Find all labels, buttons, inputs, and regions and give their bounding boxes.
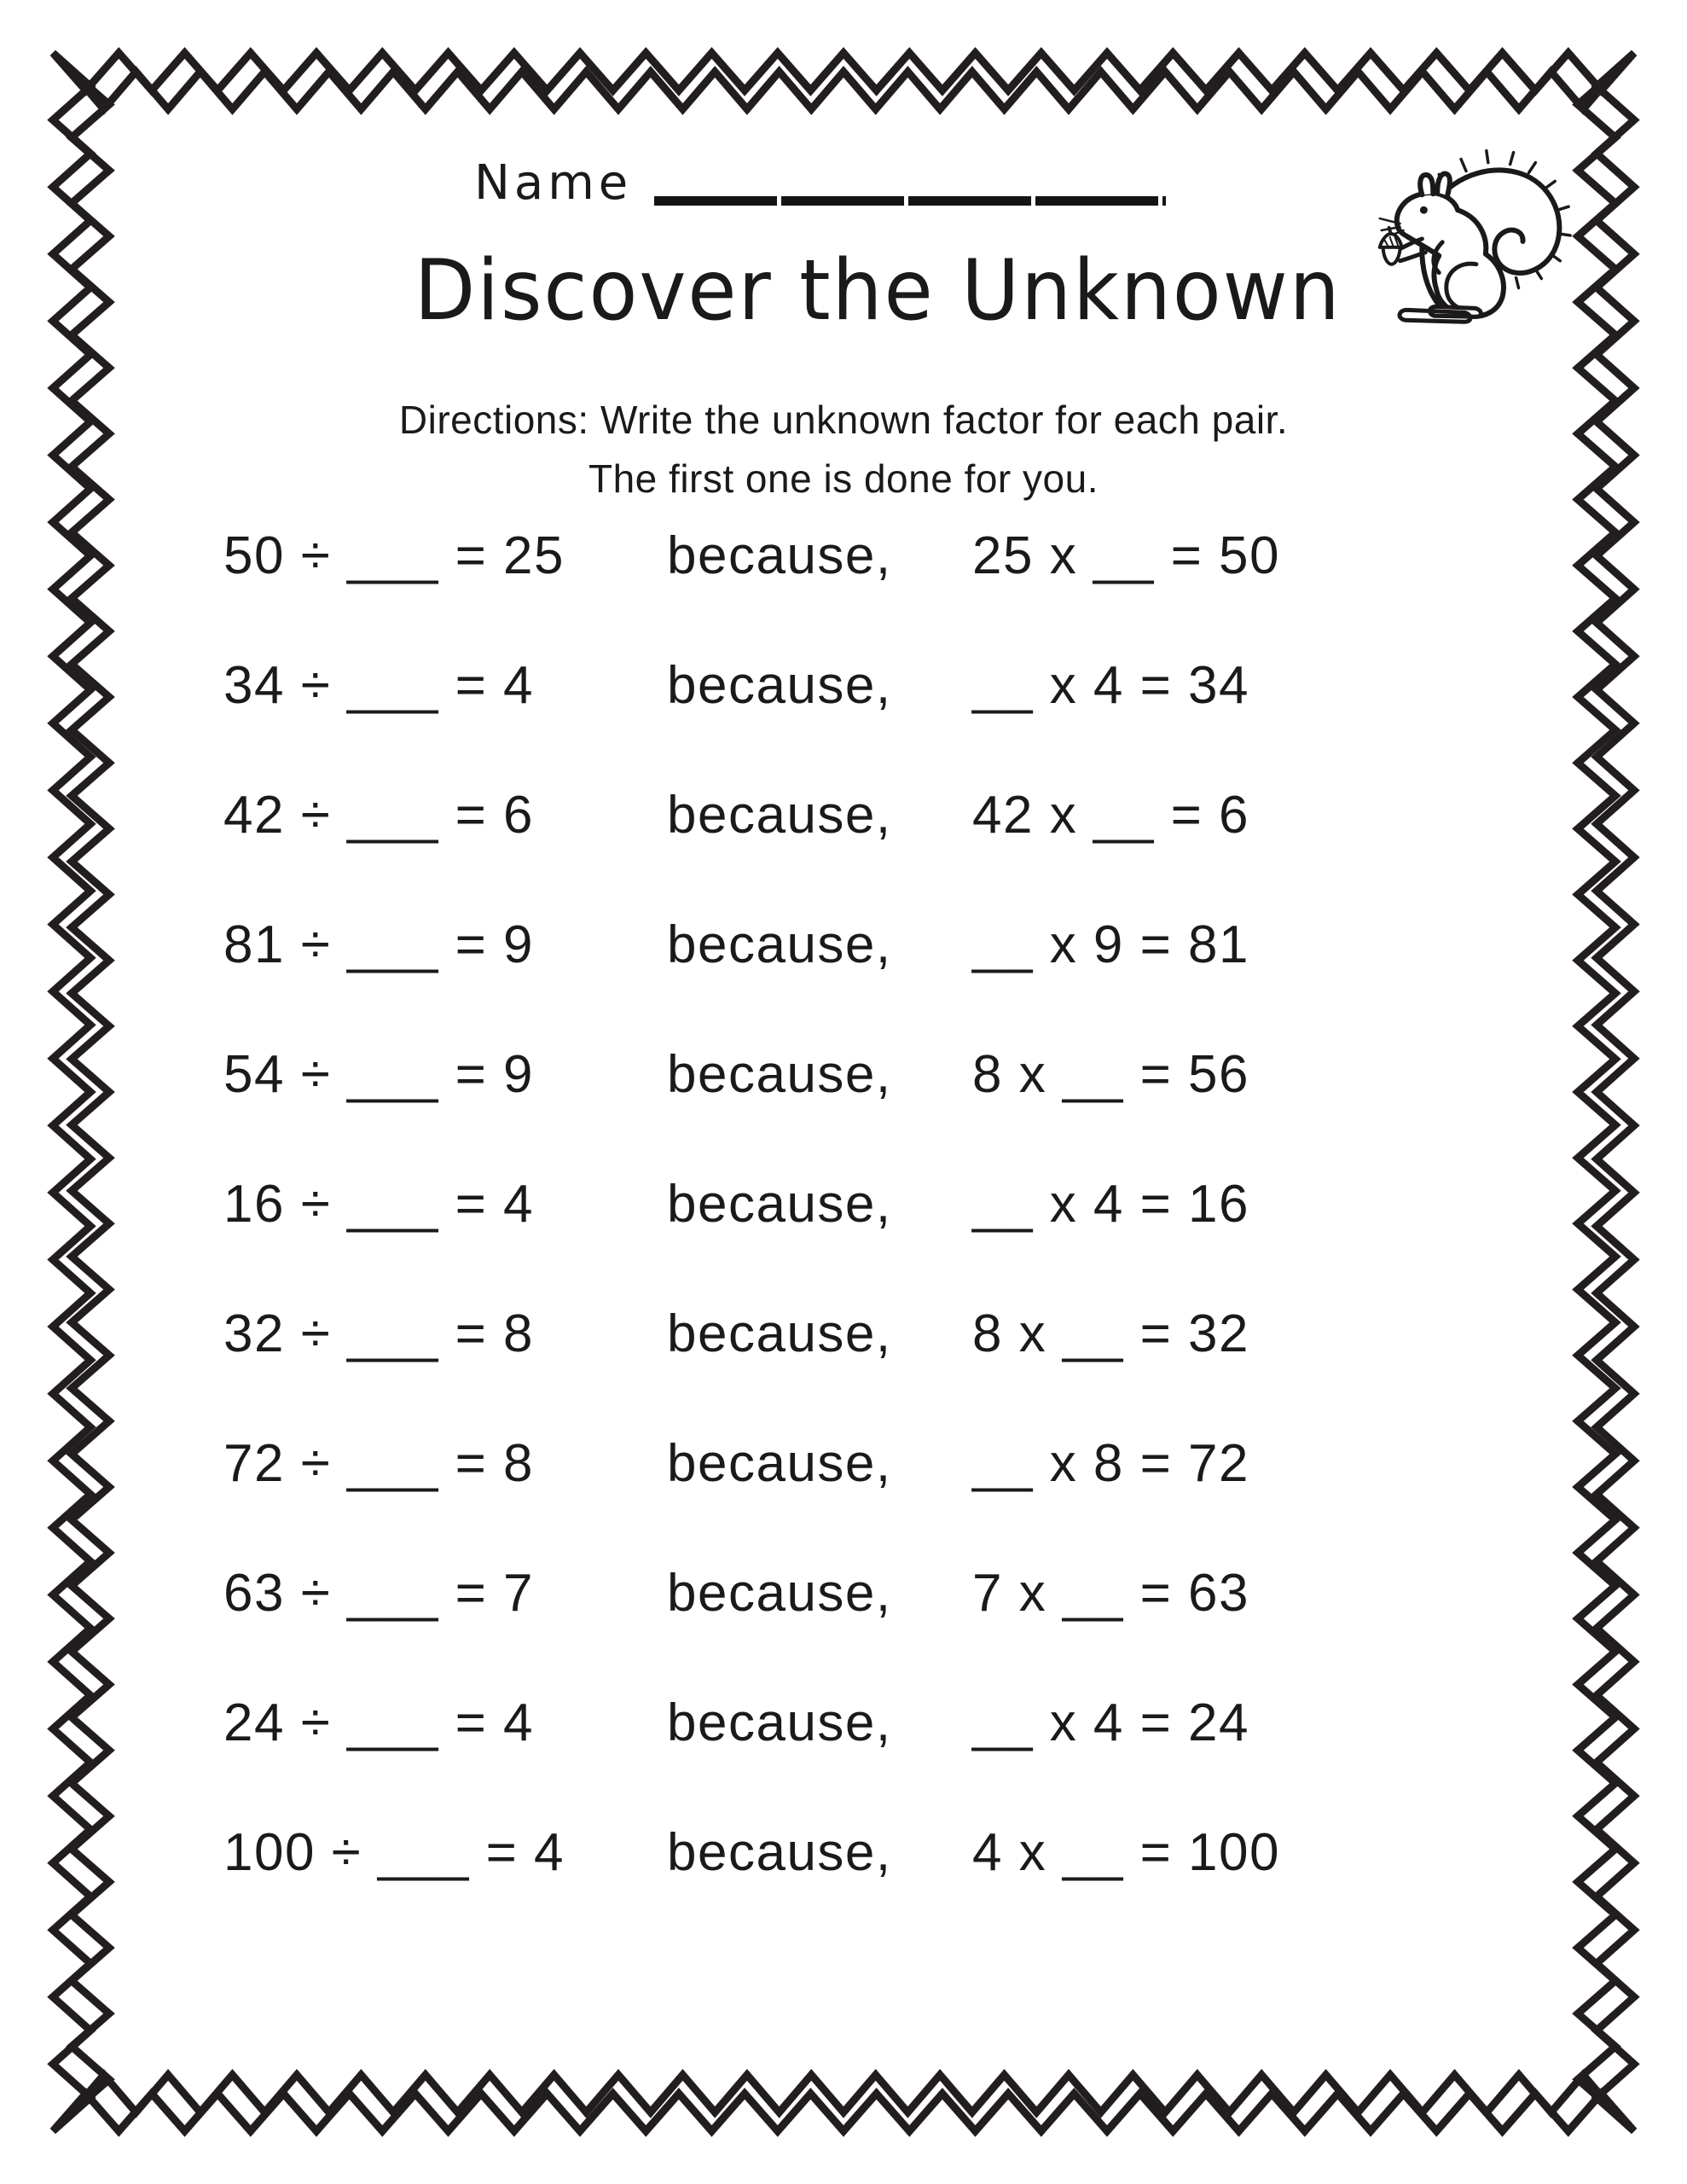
squirrel-eye bbox=[1420, 206, 1428, 214]
directions-line2: The first one is done for you. bbox=[588, 456, 1099, 501]
problem-row bbox=[0, 1694, 1687, 1824]
squirrel-ears bbox=[1420, 173, 1450, 195]
because-label: because, bbox=[667, 786, 892, 845]
directions-line1: Directions: Write the unknown factor for each pair. bbox=[398, 398, 1289, 442]
division-expression: 72 ÷ ___ = 8 bbox=[223, 1434, 535, 1493]
division-expression: 54 ÷ ___ = 9 bbox=[223, 1045, 535, 1104]
division-expression: 32 ÷ ___ = 8 bbox=[223, 1304, 535, 1363]
directions bbox=[0, 391, 1687, 508]
because-label: because, bbox=[667, 1175, 892, 1234]
because-label: because, bbox=[667, 656, 892, 715]
name-label: Name bbox=[474, 155, 633, 211]
because-label: because, bbox=[667, 1823, 892, 1882]
problem-row bbox=[0, 527, 1687, 657]
problem-row bbox=[0, 1176, 1687, 1305]
problem-row bbox=[0, 657, 1687, 787]
problem-row bbox=[0, 787, 1687, 916]
because-label: because, bbox=[667, 1693, 892, 1752]
division-expression: 50 ÷ ___ = 25 bbox=[223, 526, 565, 585]
multiplication-expression: __ x 4 = 24 bbox=[972, 1693, 1250, 1752]
division-expression: 24 ÷ ___ = 4 bbox=[223, 1693, 535, 1752]
multiplication-expression: __ x 8 = 72 bbox=[972, 1434, 1250, 1493]
multiplication-expression: __ x 9 = 81 bbox=[972, 915, 1250, 974]
multiplication-expression: __ x 4 = 16 bbox=[972, 1175, 1250, 1234]
problem-row bbox=[0, 916, 1687, 1046]
name-row bbox=[474, 155, 1166, 211]
multiplication-expression: 25 x __ = 50 bbox=[972, 526, 1280, 585]
because-label: because, bbox=[667, 526, 892, 585]
division-expression: 34 ÷ ___ = 4 bbox=[223, 656, 535, 715]
page-title: Discover the Unknown bbox=[414, 242, 1342, 340]
multiplication-expression: __ x 4 = 34 bbox=[972, 656, 1250, 715]
problem-row bbox=[0, 1435, 1687, 1565]
because-label: because, bbox=[667, 1434, 892, 1493]
problem-row bbox=[0, 1824, 1687, 1954]
multiplication-expression: 8 x __ = 32 bbox=[972, 1304, 1250, 1363]
multiplication-expression: 8 x __ = 56 bbox=[972, 1045, 1250, 1104]
because-label: because, bbox=[667, 1564, 892, 1623]
name-blank-line bbox=[654, 196, 1166, 206]
multiplication-expression: 4 x __ = 100 bbox=[972, 1823, 1280, 1882]
problem-list bbox=[0, 527, 1687, 1954]
because-label: because, bbox=[667, 1304, 892, 1363]
division-expression: 81 ÷ ___ = 9 bbox=[223, 915, 535, 974]
division-expression: 100 ÷ ___ = 4 bbox=[223, 1823, 565, 1882]
multiplication-expression: 42 x __ = 6 bbox=[972, 786, 1250, 845]
problem-row bbox=[0, 1046, 1687, 1176]
multiplication-expression: 7 x __ = 63 bbox=[972, 1564, 1250, 1623]
division-expression: 42 ÷ ___ = 6 bbox=[223, 786, 535, 845]
because-label: because, bbox=[667, 1045, 892, 1104]
problem-row bbox=[0, 1305, 1687, 1435]
division-expression: 63 ÷ ___ = 7 bbox=[223, 1564, 535, 1623]
division-expression: 16 ÷ ___ = 4 bbox=[223, 1175, 535, 1234]
because-label: because, bbox=[667, 915, 892, 974]
problem-row bbox=[0, 1565, 1687, 1694]
